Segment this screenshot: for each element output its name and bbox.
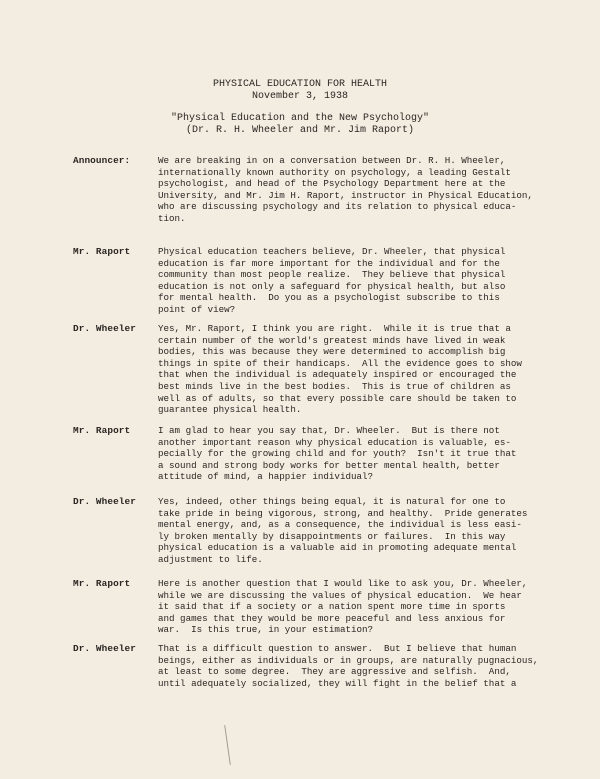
speech-line: well as of adults, so that every possible care should be taken to (158, 392, 517, 404)
speech-line: point of view? (158, 303, 236, 315)
speech-line: until adequately socialized, they will fight in the belief that a (158, 677, 517, 689)
speech-line: tion. (158, 212, 186, 224)
speech-text (158, 155, 558, 225)
speech-line: internationally known authority on psychology, a leading Gestalt (158, 166, 511, 178)
speech-line: Yes, indeed, other things being equal, it is natural for one to (158, 496, 506, 507)
speech-line: certain number of the world's greatest minds have lived in weak (158, 334, 506, 346)
speech-line: beings, either as individuals or in groups, are naturally pugnacious, (158, 654, 539, 666)
speech-line: attitude of mind, a happier individual? (158, 471, 374, 483)
program-title: PHYSICAL EDUCATION FOR HEALTH (212, 79, 388, 90)
speech-line: adjustment to life. (158, 553, 263, 565)
speech-line: guarantee physical health. (158, 404, 302, 416)
speech-line: things in spite of their handicaps. All the evidence goes to show (158, 357, 522, 369)
speech-line: pecially for the growing child and for youth? Isn't it true that (158, 448, 517, 460)
speech-line: that when the individual is adequately inspired or encouraged the (158, 369, 517, 381)
speech-line: who are discussing psychology and its relation to physical educa- (158, 201, 517, 213)
topic-title: "Physical Education and the New Psychology" (170, 113, 430, 124)
speech-line: I am glad to hear you say that, Dr. Wheeler. But is there not (158, 425, 500, 436)
speech-line: take pride in being vigorous, strong, and healthy. Pride generates (158, 507, 528, 519)
broadcast-date: November 3, 1938 (251, 91, 348, 102)
speech-line: best minds live in the best bodies. This is true of children as (158, 380, 511, 392)
speech-text (158, 496, 558, 566)
speech-text (158, 425, 558, 483)
speech-line: We are breaking in on a conversation between Dr. R. H. Wheeler, (158, 155, 506, 166)
speech-line: physical education is a valuable aid in promoting adequate mental (158, 542, 517, 554)
speech-text (158, 323, 558, 416)
speech-line: That is a difficult question to answer. But I believe that human (158, 643, 517, 654)
speech-line: mental energy, and, as a consequence, the individual is less easi- (158, 519, 522, 531)
speech-line: University, and Mr. Jim H. Raport, instructor in Physical Education, (158, 189, 533, 201)
speech-line: and games that they would be more peaceful and less anxious for (158, 612, 506, 624)
participants: (Dr. R. H. Wheeler and Mr. Jim Raport) (185, 125, 415, 136)
speech-text (158, 578, 558, 636)
speech-line: psychologist, and head of the Psychology Department here at the (158, 178, 506, 190)
speaker-label: Mr. Raport (73, 246, 131, 257)
speech-line: another important reason why physical education is valuable, es- (158, 436, 511, 448)
speech-line: ly broken mentally by disappointments or failures. In this way (158, 530, 506, 542)
speech-line: at least to some degree. They are aggressive and selfish. And, (158, 666, 511, 678)
speech-text (158, 246, 558, 316)
speech-line: for mental health. Do you as a psychologist subscribe to this (158, 292, 500, 304)
speech-line: education is far more important for the individual and for the (158, 257, 500, 269)
speaker-label: Mr. Raport (73, 425, 131, 436)
paper-crease-mark (224, 725, 231, 765)
speech-line: community than most people realize. They believe that physical (158, 269, 506, 281)
speaker-label: Dr. Wheeler (73, 323, 136, 334)
speech-line: education is not only a safeguard for physical health, but also (158, 280, 506, 292)
speech-line: bodies, this was because they were determined to accomplish big (158, 346, 506, 358)
speech-line: a sound and strong body works for better mental health, better (158, 459, 500, 471)
speech-line: Yes, Mr. Raport, I think you are right. While it is true that a (158, 323, 511, 334)
speaker-label: Mr. Raport (73, 578, 131, 589)
speech-line: war. Is this true, in your estimation? (158, 624, 374, 636)
speaker-label: Dr. Wheeler (73, 643, 136, 654)
speech-text (158, 643, 558, 689)
speech-line: Here is another question that I would like to ask you, Dr. Wheeler, (158, 578, 528, 589)
speech-line: Physical education teachers believe, Dr. Wheeler, that physical (158, 246, 506, 257)
speech-line: while we are discussing the values of physical education. We hear (158, 589, 522, 601)
speaker-label: Dr. Wheeler (73, 496, 136, 507)
speaker-label: Announcer: (73, 155, 131, 166)
speech-line: it said that if a society or a nation spent more time in sports (158, 601, 506, 613)
